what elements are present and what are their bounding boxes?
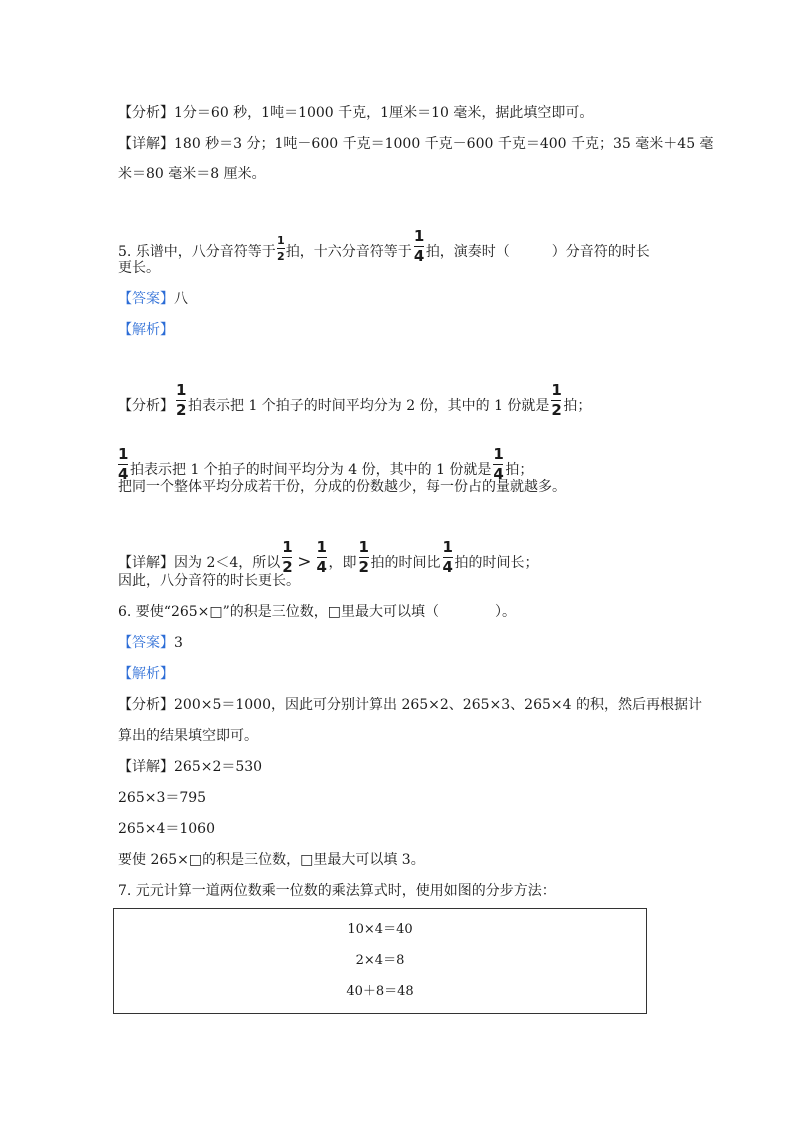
q5-text-cont: 更长。 (118, 260, 160, 276)
detail-text: 因此，八分音符的时长更长。 (118, 573, 300, 589)
explanation-q5 (118, 320, 174, 340)
detail-line-q4 (118, 134, 714, 154)
fraction-one-half (277, 235, 285, 262)
answer-text: 八 (174, 291, 188, 307)
explanation-q6 (118, 664, 174, 684)
q5-text-c: 拍，演奏时（ ）分音符的时长 (425, 244, 650, 260)
detail-text: 要使 265×□的积是三位数，□里最大可以填 3。 (118, 852, 425, 868)
question-5-cont (118, 258, 160, 278)
frac-num: 1 (493, 445, 504, 463)
explanation-tag: 【解析】 (118, 666, 174, 682)
detail-text: 265×4＝1060 (118, 821, 215, 837)
detail-q6-d (118, 850, 425, 870)
frac-num: 1 (413, 227, 425, 245)
detail-line-q4-cont (118, 164, 266, 184)
detail-q5-b (118, 571, 300, 591)
analysis-text-b: 拍； (505, 462, 534, 478)
frac-num: 1 (118, 445, 129, 463)
step-1: 10×4＝40 (347, 922, 413, 937)
question-7 (118, 881, 556, 901)
question-5 (118, 227, 650, 265)
frac-den: 2 (276, 250, 285, 263)
question-6 (118, 602, 516, 622)
q7-text: 7. 元元计算一道两位数乘一位数的乘法算式时，使用如图的分步方法： (118, 883, 556, 899)
fraction-one-quarter (443, 540, 453, 575)
frac-den: 4 (118, 465, 129, 483)
analysis-q5-b (118, 445, 534, 483)
fraction-one-half (359, 540, 369, 575)
detail-text-c: 拍的时间比 (370, 555, 441, 571)
detail-text-b: ，即 (328, 555, 357, 571)
analysis-tag: 【分析】 (118, 697, 174, 713)
frac-num: 1 (282, 538, 293, 556)
analysis-text-a: 拍表示把 1 个拍子的时间平均分为 2 份，其中的 1 份就是 (188, 398, 550, 414)
analysis-text-a: 拍表示把 1 个拍子的时间平均分为 4 份，其中的 1 份就是 (130, 462, 492, 478)
answer-q6 (118, 633, 183, 653)
explanation-tag: 【解析】 (118, 322, 174, 338)
frac-den: 2 (176, 401, 187, 419)
analysis-q5-c (118, 477, 566, 497)
analysis-text: 200×5＝1000，因此可分别计算出 265×2、265×3、265×4 的积，然后再根据计 (174, 697, 702, 713)
frac-num: 1 (316, 538, 327, 556)
frac-den: 4 (316, 558, 327, 576)
analysis-text: 把同一个整体平均分成若干份，分成的份数越少，每一份占的量就越多。 (118, 479, 566, 495)
detail-q5-a (118, 538, 539, 576)
frac-den: 4 (442, 558, 453, 576)
fraction-one-half (282, 540, 292, 575)
analysis-q6-a (118, 695, 702, 715)
analysis-text: 1分＝60 秒，1吨＝1000 千克，1厘米＝10 毫米，据此填空即可。 (174, 105, 594, 121)
detail-q6-b (118, 788, 206, 808)
q6-text: 6. 要使“265×□”的积是三位数，□里最大可以填（ ）。 (118, 604, 517, 620)
detail-text-a: 因为 2＜4，所以 (174, 555, 281, 571)
calculation-steps-box (113, 908, 647, 1014)
detail-text: 180 秒＝3 分；1吨－600 千克＝1000 千克－600 千克＝400 千克；35 毫米＋45 毫 (174, 136, 714, 152)
frac-num: 1 (551, 381, 562, 399)
frac-bar (277, 248, 285, 249)
analysis-text-cont: 算出的结果填空即可。 (118, 728, 258, 744)
analysis-q6-b (118, 726, 258, 746)
detail-tag: 【详解】 (118, 759, 174, 775)
analysis-line-q4 (118, 103, 593, 123)
fraction-one-quarter (414, 229, 424, 264)
frac-den: 4 (413, 247, 425, 265)
fraction-one-half (551, 383, 561, 418)
fraction-one-half (176, 383, 186, 418)
frac-num: 1 (176, 381, 187, 399)
answer-tag: 【答案】 (118, 291, 174, 307)
q5-text-b: 拍，十六分音符等于 (285, 244, 412, 260)
fraction-one-quarter (317, 540, 327, 575)
frac-den: 2 (358, 558, 369, 576)
analysis-tag: 【分析】 (118, 398, 174, 414)
detail-text-cont: 米＝80 毫米＝8 厘米。 (118, 166, 266, 182)
step-2: 2×4＝8 (355, 953, 405, 968)
detail-text: 265×3＝795 (118, 790, 207, 806)
step-3: 40＋8＝48 (346, 984, 414, 999)
frac-den: 2 (551, 401, 562, 419)
greater-than-sign: > (297, 552, 312, 572)
answer-q5 (118, 289, 188, 309)
q5-text-a: 5. 乐谱中，八分音符等于 (118, 244, 276, 260)
analysis-text-b: 拍； (563, 398, 592, 414)
frac-num: 1 (442, 538, 453, 556)
answer-tag: 【答案】 (118, 635, 174, 651)
frac-num: 1 (276, 234, 285, 247)
analysis-q5-a (118, 381, 592, 419)
frac-den: 4 (493, 465, 504, 483)
analysis-tag: 【分析】 (118, 105, 174, 121)
detail-text: 265×2＝530 (174, 759, 263, 775)
frac-num: 1 (358, 538, 369, 556)
detail-tag: 【详解】 (118, 136, 174, 152)
detail-q6-c (118, 819, 215, 839)
answer-text: 3 (174, 635, 183, 651)
detail-q6-a (118, 757, 262, 777)
frac-den: 2 (282, 558, 293, 576)
detail-tag: 【详解】 (118, 555, 174, 571)
detail-text-d: 拍的时间长； (454, 555, 539, 571)
